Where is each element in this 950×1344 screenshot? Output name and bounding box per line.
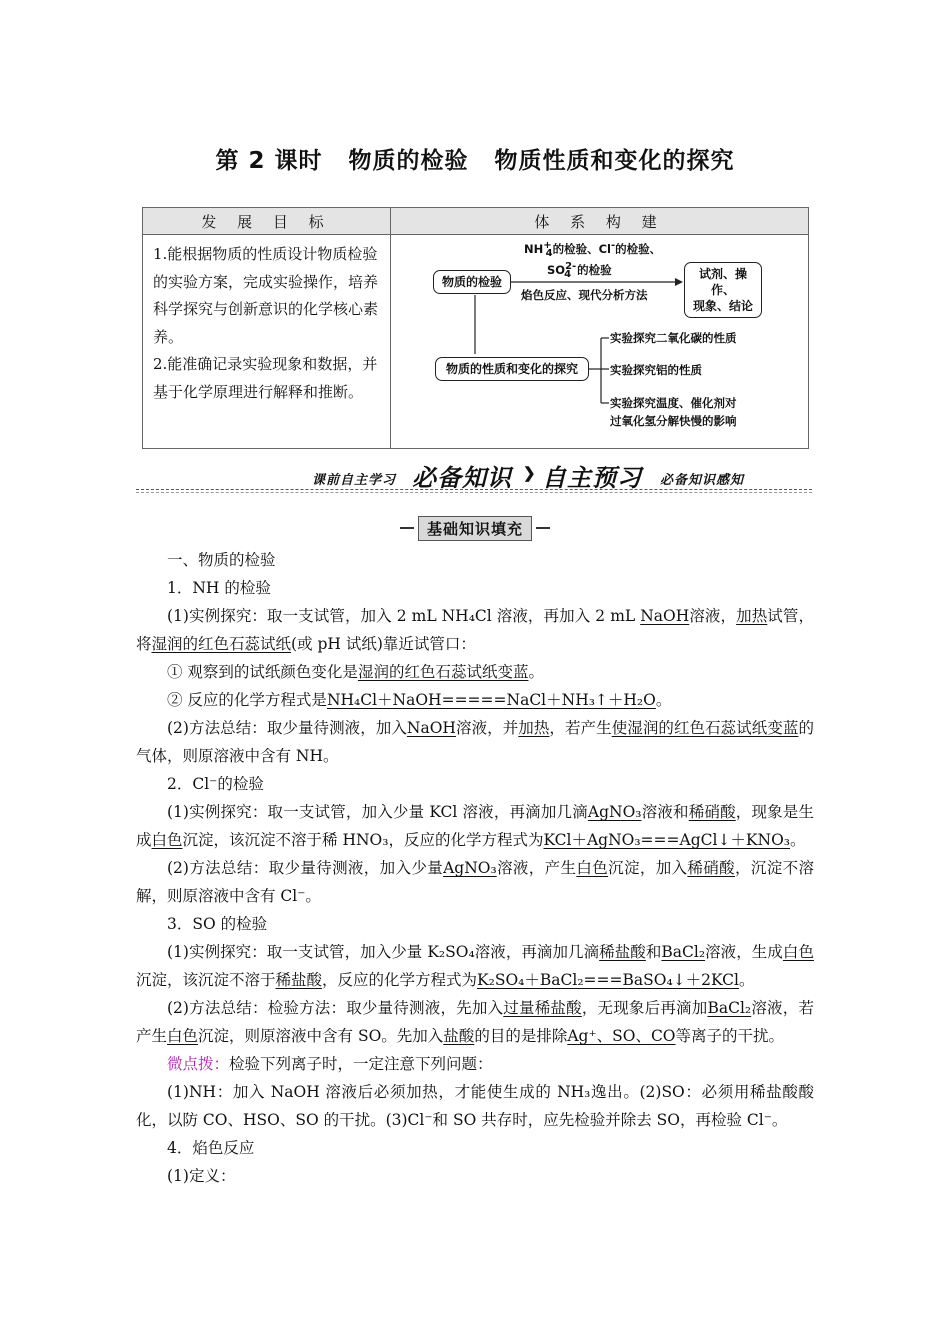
title-topic1: 物质的检验 bbox=[348, 148, 469, 174]
cl-paragraph-1: (1)实例探究：取一支试管，加入少量 KCl 溶液，再滴加几滴AgNO₃溶液和稀硝酸，现象是生成白色沉淀，该沉淀不溶于稀 HNO₃，反应的化学方程式为KCl＋AgNO₃===AgCl↓＋KNO₃。 bbox=[136, 803, 814, 849]
banner-title2: 自主预习 bbox=[542, 464, 642, 492]
nh-question-1: ① 观察到的试纸颜色变化是湿润的红色石蕊试纸变蓝。 bbox=[167, 663, 544, 681]
heading-1: 一、物质的检验 bbox=[167, 551, 276, 569]
section-banner bbox=[0, 456, 950, 492]
so-paragraph-1: (1)实例探究：取一支试管，加入少量 K₂SO₄溶液，再滴加几滴稀盐酸和BaCl₂溶液，生成白色沉淀，该沉淀不溶于稀盐酸，反应的化学方程式为K₂SO₄＋BaCl₂===BaSO₄↓＋2KCl。 bbox=[136, 943, 814, 989]
branch-h2o2-2: 过氧化氢分解快慢的影响 bbox=[610, 414, 737, 428]
branch-h2o2-1: 实验探究温度、催化剂对 bbox=[610, 396, 737, 410]
heading-cl: 2．Cl⁻的检验 bbox=[167, 775, 264, 793]
goals-table bbox=[142, 207, 809, 449]
arrow-label-bottom: 焰色反应、现代分析方法 bbox=[521, 288, 648, 302]
title-topic2: 物质性质和变化的探究 bbox=[494, 148, 735, 174]
page-title bbox=[0, 142, 950, 175]
goals-cell bbox=[143, 235, 391, 449]
goal-2: 2.能准确记录实验现象和数据，并基于化学原理进行解释和推断。 bbox=[153, 355, 378, 401]
header-goals: 发 展 目 标 bbox=[143, 208, 391, 235]
heading-nh: 1．NH 的检验 bbox=[167, 579, 271, 597]
goal-1: 1.能根据物质的性质设计物质检验的实验方案，完成实验操作，培养科学探究与创新意识的化学核心素养。 bbox=[153, 245, 379, 346]
heading-so: 3．SO 的检验 bbox=[167, 915, 268, 933]
box-detection: 物质的检验 bbox=[433, 270, 511, 294]
branch-al: 实验探究铝的性质 bbox=[610, 363, 702, 377]
box-result: 试剂、操作、 现象、结论 bbox=[684, 262, 762, 318]
box-exploration: 物质的性质和变化的探究 bbox=[435, 357, 589, 381]
heading-flame: 4．焰色反应 bbox=[167, 1139, 255, 1157]
divider-2 bbox=[136, 492, 812, 493]
concept-diagram bbox=[391, 235, 808, 449]
section-label: 基础知识填充 bbox=[0, 516, 950, 541]
arrow-label-top2: $SO^{2-}_4$ 的检验 bbox=[547, 261, 612, 281]
divider bbox=[136, 489, 812, 490]
diagram-cell bbox=[391, 235, 809, 449]
nh-paragraph-2: (2)方法总结：取少量待测液，加入NaOH溶液，并加热，若产生使湿润的红色石蕊试纸变蓝的气体，则原溶液中含有 NH。 bbox=[136, 719, 814, 765]
branch-co2: 实验探究二氧化碳的性质 bbox=[610, 331, 737, 345]
nh-paragraph-1: (1)实例探究：取一支试管，加入 2 mL NH₄Cl 溶液，再加入 2 mL NaOH溶液，加热试管，将湿润的红色石蕊试纸(或 pH 试纸)靠近试管口： bbox=[136, 607, 814, 653]
header-system: 体 系 构 建 bbox=[391, 208, 809, 235]
so-paragraph-2: (2)方法总结：检验方法：取少量待测液，先加入过量稀盐酸，无现象后再滴加BaCl₂溶液，若产生白色沉淀，则原溶液中含有 SO。先加入盐酸的目的是排除Ag⁺、SO、CO等离子的干扰。 bbox=[136, 999, 814, 1045]
flame-definition: (1)定义： bbox=[167, 1167, 236, 1185]
tip-line: 微点拨：检验下列离子时，一定注意下列问题： bbox=[167, 1055, 493, 1073]
banner-title1: 必备知识 bbox=[412, 464, 512, 492]
tip-paragraph: (1)NH：加入 NaOH 溶液后必须加热，才能使生成的 NH₃逸出。(2)SO：必须用稀盐酸酸化，以防 CO、HSO、SO 的干扰。(3)Cl⁻和 SO 共存时，应先检验并除去 SO，再检验 Cl⁻。 bbox=[136, 1083, 814, 1129]
banner-right: 必备知识感知 bbox=[660, 473, 745, 488]
cl-paragraph-2: (2)方法总结：取少量待测液，加入少量AgNO₃溶液，产生白色沉淀，加入稀硝酸，沉淀不溶解，则原溶液中含有 Cl⁻。 bbox=[136, 859, 814, 905]
chevron-icon: ❯ bbox=[523, 464, 536, 482]
tip-label: 微点拨： bbox=[167, 1055, 230, 1073]
nh-question-2: ② 反应的化学方程式是NH₄Cl＋NaOH=====NaCl＋NH₃↑＋H₂O。 bbox=[167, 691, 672, 709]
arrow-label-top1: $NH^+_4$的检验、Cl-的检验、 bbox=[524, 240, 662, 260]
main-content bbox=[136, 546, 814, 1190]
banner-left: 课前自主学习 bbox=[312, 473, 397, 488]
title-lesson: 第 2 课时 bbox=[215, 148, 323, 174]
